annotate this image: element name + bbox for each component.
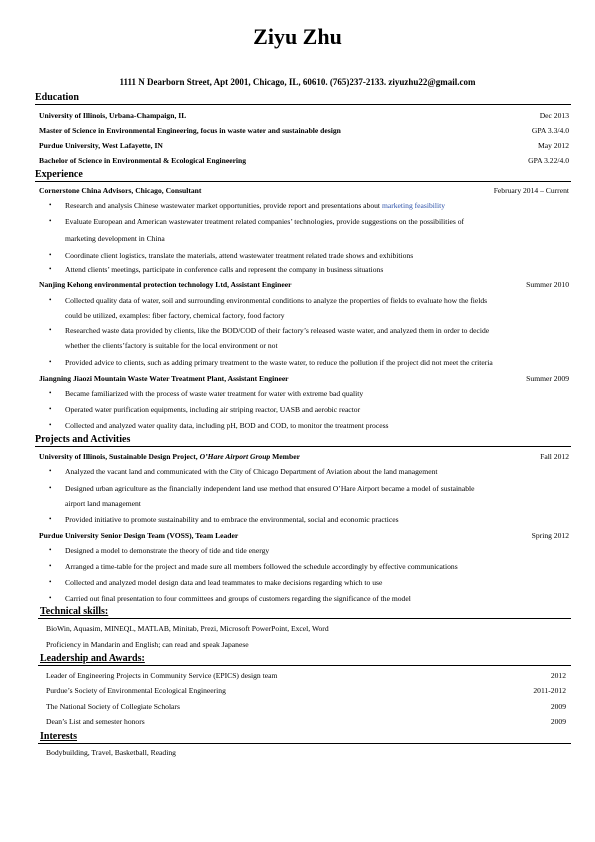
resume-name: Ziyu Zhu [253,24,342,49]
job-title: Cornerstone China Advisors, Chicago, Consultant [39,186,202,195]
project-title: University of Illinois, Sustainable Design Project, O’Hare Airport Group Member [39,452,300,461]
bullet-text-continued: airport land management [65,499,141,508]
job-date: February 2014 – Current [493,186,569,195]
award-name: The National Society of Collegiate Scholars [46,702,180,711]
award-name: Leader of Engineering Projects in Community Service (EPICS) design team [46,671,278,680]
contact-line: 1111 N Dearborn Street, Apt 2001, Chicago, IL, 60610. (765)237-2133. ziyuzhu22@gmail.com [119,77,476,87]
project-date: Fall 2012 [540,452,569,461]
job-date: Summer 2009 [526,374,569,383]
education-row [39,140,569,151]
section-rule [35,446,571,447]
bullet-text: Collected and analyzed model design data and lead teammates to make decisions regarding which to use [65,578,383,587]
bullet-icon: • [49,326,52,334]
bullet-icon: • [49,484,52,492]
section-rule [38,743,571,744]
bullet-text: Carried out final presentation to four committees and groups of customers regarding the significance of the model [65,594,411,603]
bullet-icon: • [49,546,52,554]
job-header [39,185,569,196]
bullet-icon: • [49,515,52,523]
section-title-skills: Technical skills: [40,606,109,617]
section-rule [35,104,571,105]
education-row [39,155,569,166]
bullet-icon: • [49,201,52,209]
bullet-text: Coordinate client logistics, translate the materials, attend wastewater treatment related trade shows and exhibitions [65,251,414,260]
bullet-text: Provided advice to clients, such as adding primary treatment to the waste water, to reduce the pollution if the project did not meet the criteria [65,358,493,367]
job-date: Summer 2010 [526,280,569,289]
job-title: Jiangning Jiaozi Mountain Waste Water Treatment Plant, Assistant Engineer [39,374,289,383]
highlighted-text: marketing feasibility [381,201,446,210]
skills-line: Proficiency in Mandarin and English; can read and speak Japanese [46,640,249,649]
bullet-icon: • [49,251,52,259]
job-header [39,373,569,384]
bullet-text: Evaluate European and American wastewater treatment related companies’ technologies, provide suggestions on the possibilities of [65,217,465,226]
bullet-text: Arranged a time-table for the project and made sure all members followed the schedule accordingly by effective communications [65,562,458,571]
job-title: Nanjing Kehong environmental protection technology Ltd, Assistant Engineer [39,280,292,289]
project-header [39,451,569,462]
bullet-text: Operated water purification equipments, including air striping reactor, UASB and aerobic reactor [65,405,361,414]
bullet-text: Researched waste data provided by clients, like the BOD/COD of their factory’s released waste water, and analyzed them in order to decide [65,326,490,335]
bullet-text: Attend clients’ meetings, participate in conference calls and represent the company in business situations [65,265,384,274]
education-gpa: GPA 3.3/4.0 [531,126,569,135]
section-rule [35,181,571,182]
bullet-text-continued: marketing development in China [65,234,165,243]
bullet-icon: • [49,389,52,397]
section-title-education: Education [35,92,79,103]
award-name: Purdue’s Society of Environmental Ecological Engineering [46,686,226,695]
section-title-interests: Interests [40,731,78,742]
skills-line: BioWin, Aquasim, MINEQL, MATLAB, Minitab, Prezi, Microsoft PowerPoint, Excel, Word [46,624,329,633]
project-title: Purdue University Senior Design Team (VOSS), Team Leader [39,531,239,540]
bullet-text: Collected and analyzed water quality data, including pH, BOD and COD, to monitor the treatment process [65,421,389,430]
bullet-text: Designed urban agriculture as the financially independent land use method that ensured O’Hare Airport became a model of sustainable [65,484,475,493]
education-degree: Master of Science in Environmental Engineering, focus in waste water and sustainable design [39,126,341,135]
bullet-text: Designed a model to demonstrate the theory of tide and tide energy [65,546,270,555]
bullet-icon: • [49,358,52,366]
award-name: Dean’s List and semester honors [46,717,145,726]
project-group-name: O’Hare Airport Group [199,452,271,461]
bullet-icon: • [49,578,52,586]
bullet-text: Became familiarized with the process of waste water treatment for water with extreme bad quality [65,389,364,398]
bullet-text-continued: whether the clients’factory is suitable for the local environment or not [65,341,278,350]
award-year: 2009 [550,717,566,726]
section-rule [38,618,571,619]
bullet-text-continued: could be utilized, examples: fiber factory, chemical factory, food factory [65,311,285,320]
section-rule [38,665,571,666]
section-title-experience: Experience [35,169,83,180]
bullet-icon: • [49,421,52,429]
project-date: Spring 2012 [531,531,569,540]
education-date: May 2012 [537,141,569,150]
education-row [39,110,569,121]
bullet-icon: • [49,265,52,273]
bullet-text: Collected quality data of water, soil and surrounding environmental conditions to analyze the properties of fields to evaluate how the fields [65,296,488,305]
bullet-icon: • [49,405,52,413]
award-year: 2011-2012 [533,686,566,695]
education-gpa: GPA 3.22/4.0 [528,156,569,165]
bullet-text: Research and analysis Chinese wastewater market opportunities, provide report and presentations about marketing feasibility [65,201,446,210]
award-year: 2009 [550,702,566,711]
interests-line: Bodybuilding, Travel, Basketball, Reading [46,748,176,757]
bullet-text: Provided initiative to promote sustainability and to embrace the environmental, social and economic practices [65,515,399,524]
education-degree: Bachelor of Science in Environmental & Ecological Engineering [39,156,247,165]
education-date: Dec 2013 [539,111,569,120]
bullet-icon: • [49,594,52,602]
education-row [39,125,569,136]
education-school: University of Illinois, Urbana-Champaign, IL [39,111,187,120]
education-school: Purdue University, West Lafayette, IN [39,141,163,150]
bullet-icon: • [49,217,52,225]
bullet-text: Analyzed the vacant land and communicated with the City of Chicago Department of Aviation about the land management [65,467,438,476]
bullet-icon: • [49,467,52,475]
award-year: 2012 [550,671,566,680]
bullet-icon: • [49,296,52,304]
section-title-projects: Projects and Activities [35,434,131,445]
bullet-icon: • [49,562,52,570]
job-header [39,279,569,290]
project-header [39,530,569,541]
section-title-leadership: Leadership and Awards: [40,653,145,664]
